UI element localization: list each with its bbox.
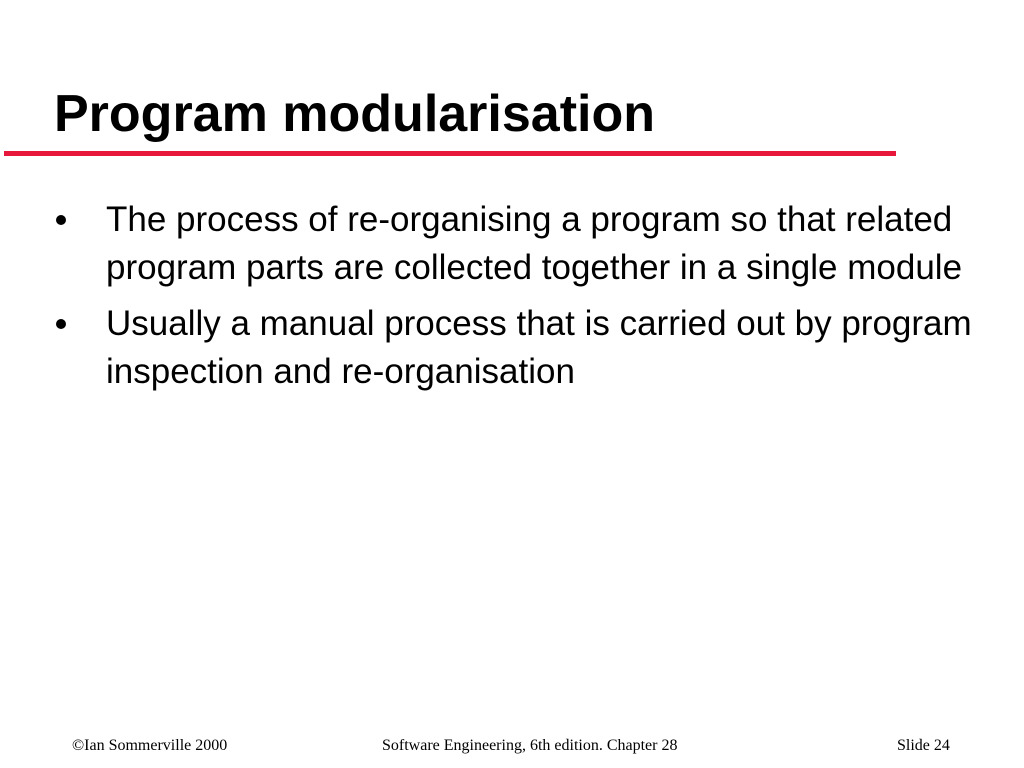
bullet-text: Usually a manual process that is carried out by program inspection and re-organisation xyxy=(106,304,972,391)
slide-title: Program modularisation xyxy=(54,85,655,143)
footer-book-title: Software Engineering, 6th edition. Chapter 28 xyxy=(382,737,678,754)
bullet-dot-icon xyxy=(56,319,66,329)
footer-slide-number: Slide 24 xyxy=(897,737,950,754)
bullet-dot-icon xyxy=(56,215,66,225)
bullet-item xyxy=(0,196,1024,292)
title-underline xyxy=(4,151,896,156)
bullet-item xyxy=(0,300,1024,396)
footer-copyright: ©Ian Sommerville 2000 xyxy=(72,737,228,754)
bullet-list xyxy=(0,196,1024,404)
bullet-text: The process of re-organising a program so that related program parts are collected together in a single module xyxy=(106,200,963,287)
